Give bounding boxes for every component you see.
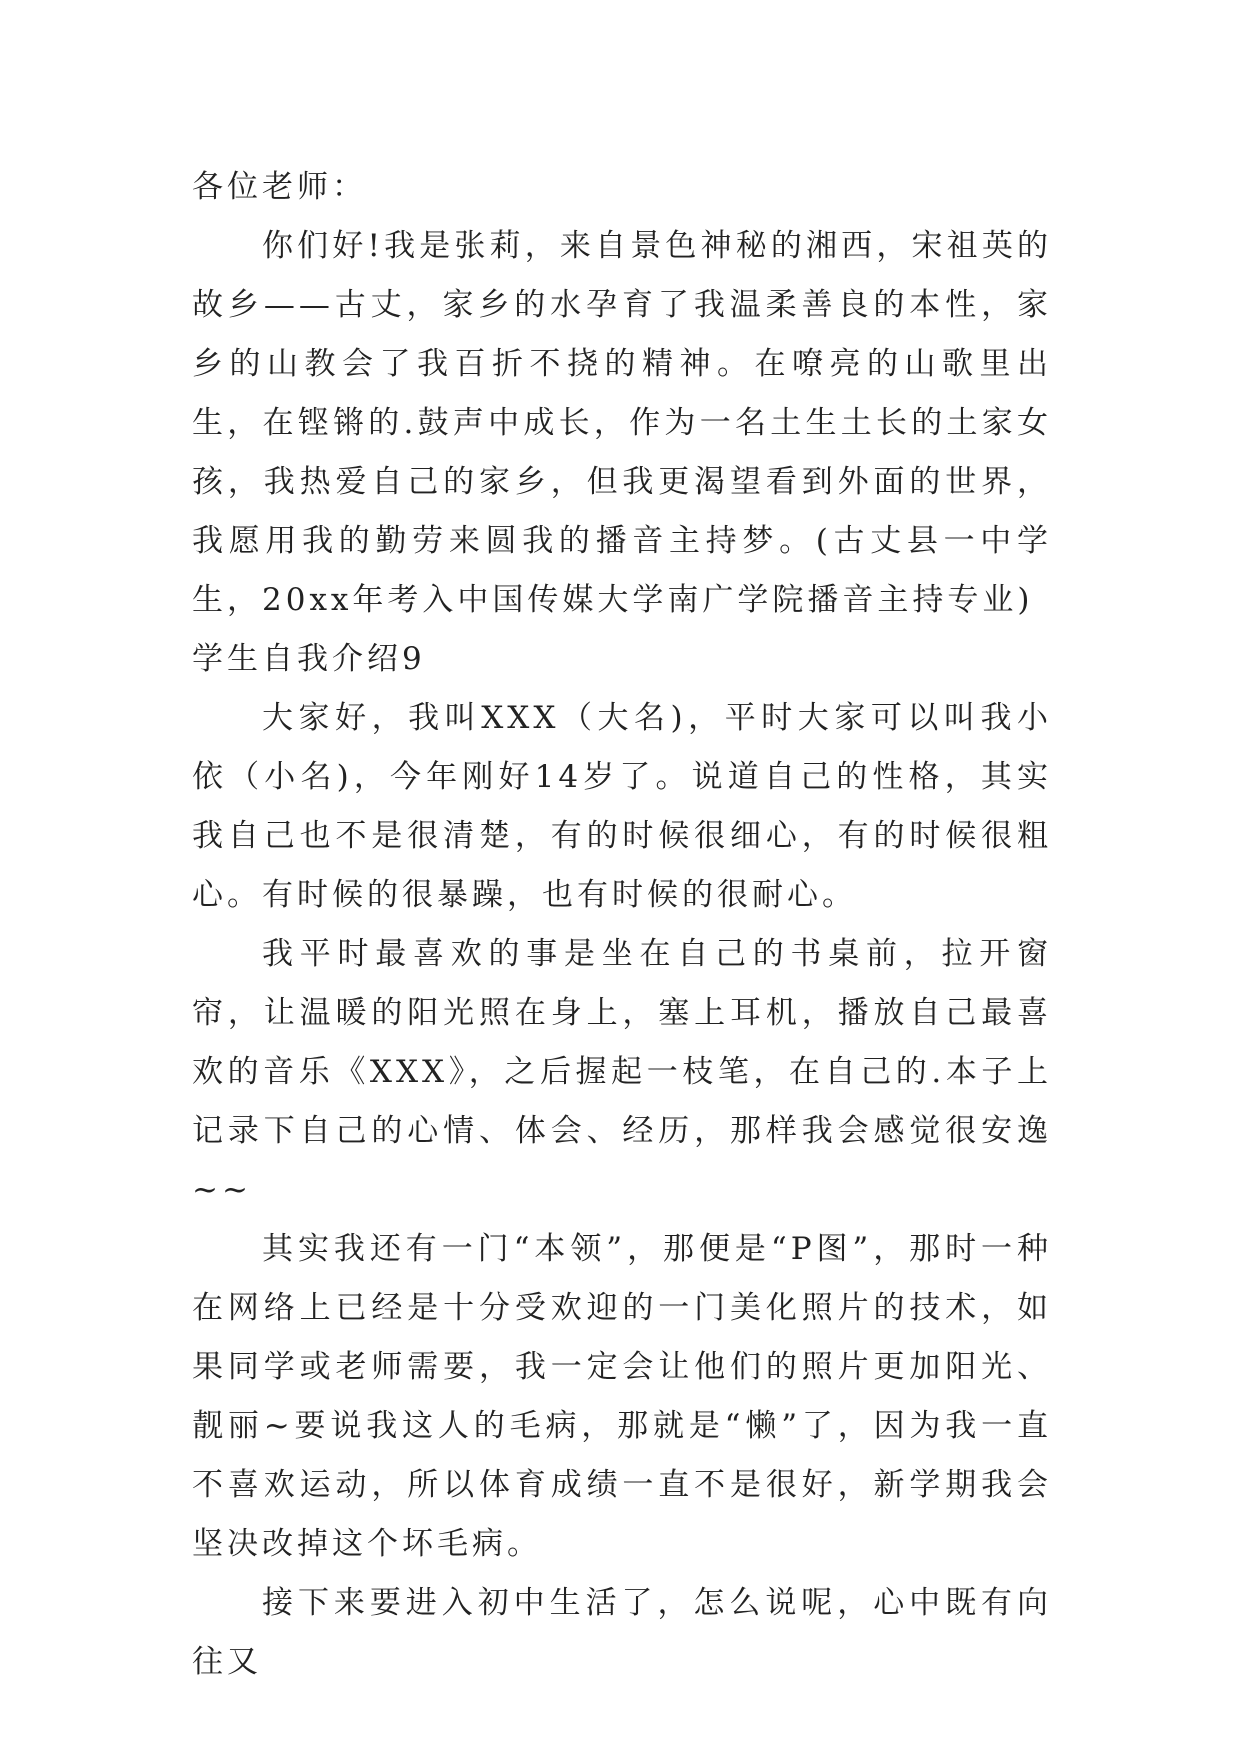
greeting-line: 各位老师： (192, 169, 367, 205)
paragraph-1: 大家好，我叫XXX（大名)，平时大家可以叫我小依（小名)，今年刚好14岁了。说道自己的性格，其实我自己也不是很清楚，有的时候很细心，有的时候很粗心。有时候的很暴躁，也有时候的很耐心。 (192, 700, 1052, 913)
paragraph-4: 接下来要进入初中生活了，怎么说呢，心中既有向往又 (192, 1585, 1052, 1680)
document-body (192, 158, 1052, 1692)
paragraph-2: 我平时最喜欢的事是坐在自己的书桌前，拉开窗帘，让温暖的阳光照在身上，塞上耳机，播放自己最喜欢的音乐《XXX》，之后握起一枝笔，在自己的.本子上记录下自己的心情、体会、经历，那样我会感觉很安逸~~ (192, 936, 1052, 1208)
section-title: 学生自我介绍9 (192, 641, 426, 677)
paragraph-3: 其实我还有一门“本领”，那便是“P图”，那时一种在网络上已经是十分受欢迎的一门美化照片的技术，如果同学或老师需要，我一定会让他们的照片更加阳光、靓丽~要说我这人的毛病，那就是“懒”了，因为我一直不喜欢运动，所以体育成绩一直不是很好，新学期我会坚决改掉这个坏毛病。 (192, 1231, 1052, 1562)
intro-paragraph: 你们好!我是张莉，来自景色神秘的湘西，宋祖英的故乡——古丈，家乡的水孕育了我温柔善良的本性，家乡的山教会了我百折不挠的精神。在嘹亮的山歌里出生，在铿锵的.鼓声中成长，作为一名土生土长的土家女孩，我热爱自己的家乡，但我更渴望看到外面的世界，我愿用我的勤劳来圆我的播音主持梦。(古丈县一中学生，20xx年考入中国传媒大学南广学院播音主持专业) (192, 228, 1052, 618)
